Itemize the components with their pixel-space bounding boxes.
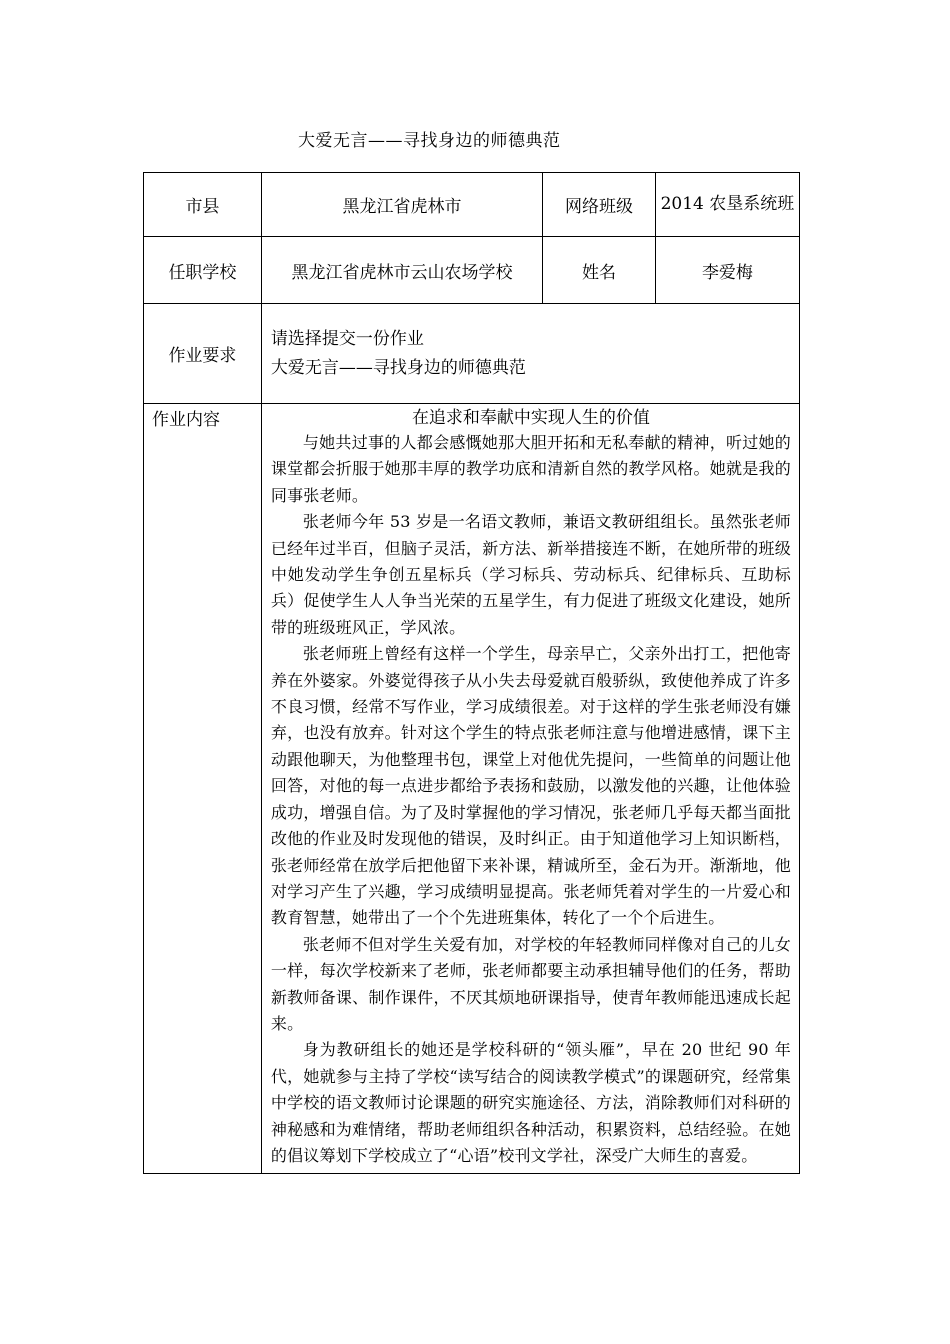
essay-paragraph: 张老师班上曾经有这样一个学生，母亲早亡，父亲外出打工，把他寄养在外婆家。外婆觉得孩子从小失去母爱就百般骄纵，致使他养成了许多不良习惯，经常不写作业，学习成绩很差。对于这样的学生张老师没有嫌弃，也没有放弃。针对这个学生的特点张老师注意与他增进感情，课下主动跟他聊天，为他整理书包，课堂上对他优先提问，一些简单的问题让他回答，对他的每一点进步都给予表扬和鼓励，以激发他的兴趣，让他体验成功，增强自信。为了及时掌握他的学习情况，张老师几乎每天都当面批改他的作业及时发现他的错误，及时纠正。由于知道他学习上知识断档，张老师经常在放学后把他留下来补课，精诚所至，金石为开。渐渐地，他对学习产生了兴趣，学习成绩明显提高。张老师凭着对学生的一片爱心和教育智慧，她带出了一个个先进班集体，转化了一个个后进生。	[270, 644, 791, 928]
essay-paragraph: 与她共过事的人都会感慨她那大胆开拓和无私奉献的精神，听过她的课堂都会折服于她那丰厚的教学功底和清新自然的教学风格。她就是我的同事张老师。	[270, 433, 791, 505]
essay-paragraph: 张老师今年 53 岁是一名语文教师，兼语文教研组组长。虽然张老师已经年过半百，但脑子灵活，新方法、新举措接连不断，在她所带的班级中她发动学生争创五星标兵（学习标兵、劳动标兵、纪律标兵、互助标兵）促使学生人人争当光荣的五星学生，有力促进了班级文化建设，她所带的班级班风正，学风浓。	[270, 512, 791, 637]
requirement-line-1: 请选择提交一份作业	[270, 328, 424, 349]
essay-content	[261, 404, 799, 1174]
school-value: 黑龙江省虎林市云山农场学校	[261, 237, 542, 304]
essay-title: 在追求和奉献中实现人生的价值	[411, 408, 650, 428]
content-label: 作业内容	[144, 404, 262, 1174]
requirement-line-2: 大爱无言——寻找身边的师德典范	[270, 357, 526, 378]
requirement-content	[261, 304, 799, 404]
city-value: 黑龙江省虎林市	[261, 173, 542, 237]
city-label: 市县	[144, 173, 262, 237]
school-label: 任职学校	[144, 237, 262, 304]
table-row-content	[144, 404, 800, 1174]
table-row-school	[144, 237, 800, 304]
document-title: 大爱无言——寻找身边的师德典范	[298, 131, 561, 151]
class-label: 网络班级	[543, 173, 656, 237]
requirement-label: 作业要求	[144, 304, 262, 404]
assignment-form-table	[143, 172, 800, 1174]
essay-paragraph: 张老师不但对学生关爱有加，对学校的年轻教师同样像对自己的儿女一样，每次学校新来了老师，张老师都要主动承担辅导他们的任务，帮助新教师备课、制作课件，不厌其烦地研课指导，使青年教师能迅速成长起来。	[270, 934, 791, 1033]
class-value: 2014 农垦系统班	[655, 173, 799, 237]
name-label: 姓名	[543, 237, 656, 304]
essay-paragraph: 身为教研组长的她还是学校科研的“领头雁”，早在 20 世纪 90 年代，她就参与主持了学校“读写结合的阅读教学模式”的课题研究，经常集中学校的语文教师讨论课题的研究实施途径、方法，消除教师们对科研的神秘感和为难情绪，帮助老师组织各种活动，积累资料，总结经验。在她的倡议筹划下学校成立了“心语”校刊文学社，深受广大师生的喜爱。	[270, 1040, 791, 1165]
table-row-requirement	[144, 304, 800, 404]
table-row-city	[144, 173, 800, 237]
name-value: 李爱梅	[655, 237, 799, 304]
